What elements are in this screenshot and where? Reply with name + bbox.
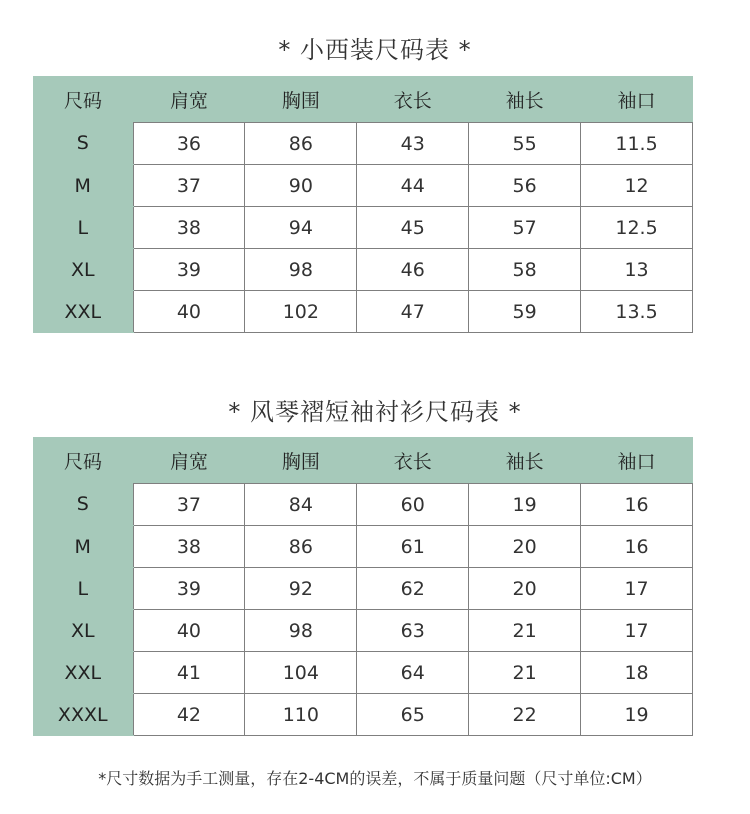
- measurement-cell: 56: [469, 165, 581, 207]
- column-header: 袖口: [581, 437, 693, 484]
- measurement-cell: 37: [133, 484, 245, 526]
- measurement-cell: 16: [581, 526, 693, 568]
- measurement-cell: 36: [133, 123, 245, 165]
- measurement-cell: 98: [245, 249, 357, 291]
- shirt-size-title: * 风琴褶短袖衬衫尺码表 *: [228, 398, 522, 426]
- table-row: [33, 165, 693, 207]
- size-label-cell: XXL: [33, 652, 133, 694]
- measurement-cell: 21: [469, 652, 581, 694]
- measurement-cell: 20: [469, 568, 581, 610]
- measurement-cell: 47: [357, 291, 469, 333]
- column-header: 肩宽: [133, 437, 245, 484]
- measurement-cell: 58: [469, 249, 581, 291]
- column-header: 袖长: [469, 437, 581, 484]
- measurement-cell: 40: [133, 291, 245, 333]
- measurement-cell: 39: [133, 568, 245, 610]
- measurement-cell: 37: [133, 165, 245, 207]
- table-row: [33, 291, 693, 333]
- table-row: [33, 484, 693, 526]
- size-label-cell: S: [33, 123, 133, 165]
- size-label-cell: M: [33, 165, 133, 207]
- measurement-cell: 46: [357, 249, 469, 291]
- table-header-row: [33, 437, 693, 484]
- measurement-cell: 17: [581, 568, 693, 610]
- column-header: 袖长: [469, 76, 581, 123]
- column-header: 袖口: [581, 76, 693, 123]
- measurement-cell: 104: [245, 652, 357, 694]
- measurement-cell: 12.5: [581, 207, 693, 249]
- size-label-cell: XL: [33, 249, 133, 291]
- table-row: [33, 249, 693, 291]
- measurement-cell: 102: [245, 291, 357, 333]
- measurement-cell: 20: [469, 526, 581, 568]
- table-row: [33, 123, 693, 165]
- column-header: 尺码: [33, 437, 133, 484]
- measurement-note: *尺寸数据为手工测量，存在2-4CM的误差，不属于质量问题（尺寸单位:CM）: [98, 769, 652, 788]
- measurement-cell: 39: [133, 249, 245, 291]
- column-header: 肩宽: [133, 76, 245, 123]
- measurement-cell: 84: [245, 484, 357, 526]
- measurement-cell: 62: [357, 568, 469, 610]
- measurement-cell: 61: [357, 526, 469, 568]
- measurement-cell: 12: [581, 165, 693, 207]
- measurement-cell: 45: [357, 207, 469, 249]
- measurement-cell: 38: [133, 526, 245, 568]
- table-row: [33, 610, 693, 652]
- measurement-cell: 21: [469, 610, 581, 652]
- column-header: 尺码: [33, 76, 133, 123]
- table-row: [33, 694, 693, 736]
- measurement-cell: 64: [357, 652, 469, 694]
- table-row: [33, 207, 693, 249]
- column-header: 胸围: [245, 76, 357, 123]
- measurement-cell: 13.5: [581, 291, 693, 333]
- column-header: 胸围: [245, 437, 357, 484]
- measurement-cell: 17: [581, 610, 693, 652]
- measurement-cell: 110: [245, 694, 357, 736]
- table-row: [33, 568, 693, 610]
- measurement-cell: 19: [581, 694, 693, 736]
- measurement-cell: 38: [133, 207, 245, 249]
- measurement-cell: 90: [245, 165, 357, 207]
- column-header: 衣长: [357, 76, 469, 123]
- column-header: 衣长: [357, 437, 469, 484]
- measurement-cell: 65: [357, 694, 469, 736]
- size-label-cell: L: [33, 568, 133, 610]
- measurement-cell: 60: [357, 484, 469, 526]
- measurement-cell: 11.5: [581, 123, 693, 165]
- measurement-cell: 41: [133, 652, 245, 694]
- size-label-cell: XXXL: [33, 694, 133, 736]
- measurement-cell: 86: [245, 526, 357, 568]
- measurement-cell: 43: [357, 123, 469, 165]
- measurement-cell: 92: [245, 568, 357, 610]
- measurement-cell: 16: [581, 484, 693, 526]
- measurement-cell: 86: [245, 123, 357, 165]
- measurement-cell: 98: [245, 610, 357, 652]
- suit-size-table: [33, 76, 693, 333]
- size-label-cell: M: [33, 526, 133, 568]
- measurement-cell: 13: [581, 249, 693, 291]
- size-label-cell: L: [33, 207, 133, 249]
- measurement-cell: 18: [581, 652, 693, 694]
- measurement-cell: 19: [469, 484, 581, 526]
- measurement-cell: 63: [357, 610, 469, 652]
- table-header-row: [33, 76, 693, 123]
- table-row: [33, 526, 693, 568]
- table-row: [33, 652, 693, 694]
- shirt-size-table: [33, 437, 693, 736]
- size-label-cell: XL: [33, 610, 133, 652]
- measurement-cell: 59: [469, 291, 581, 333]
- measurement-cell: 57: [469, 207, 581, 249]
- size-label-cell: XXL: [33, 291, 133, 333]
- suit-size-title: * 小西装尺码表 *: [278, 36, 472, 64]
- measurement-cell: 22: [469, 694, 581, 736]
- size-label-cell: S: [33, 484, 133, 526]
- measurement-cell: 40: [133, 610, 245, 652]
- measurement-cell: 42: [133, 694, 245, 736]
- measurement-cell: 55: [469, 123, 581, 165]
- measurement-cell: 44: [357, 165, 469, 207]
- measurement-cell: 94: [245, 207, 357, 249]
